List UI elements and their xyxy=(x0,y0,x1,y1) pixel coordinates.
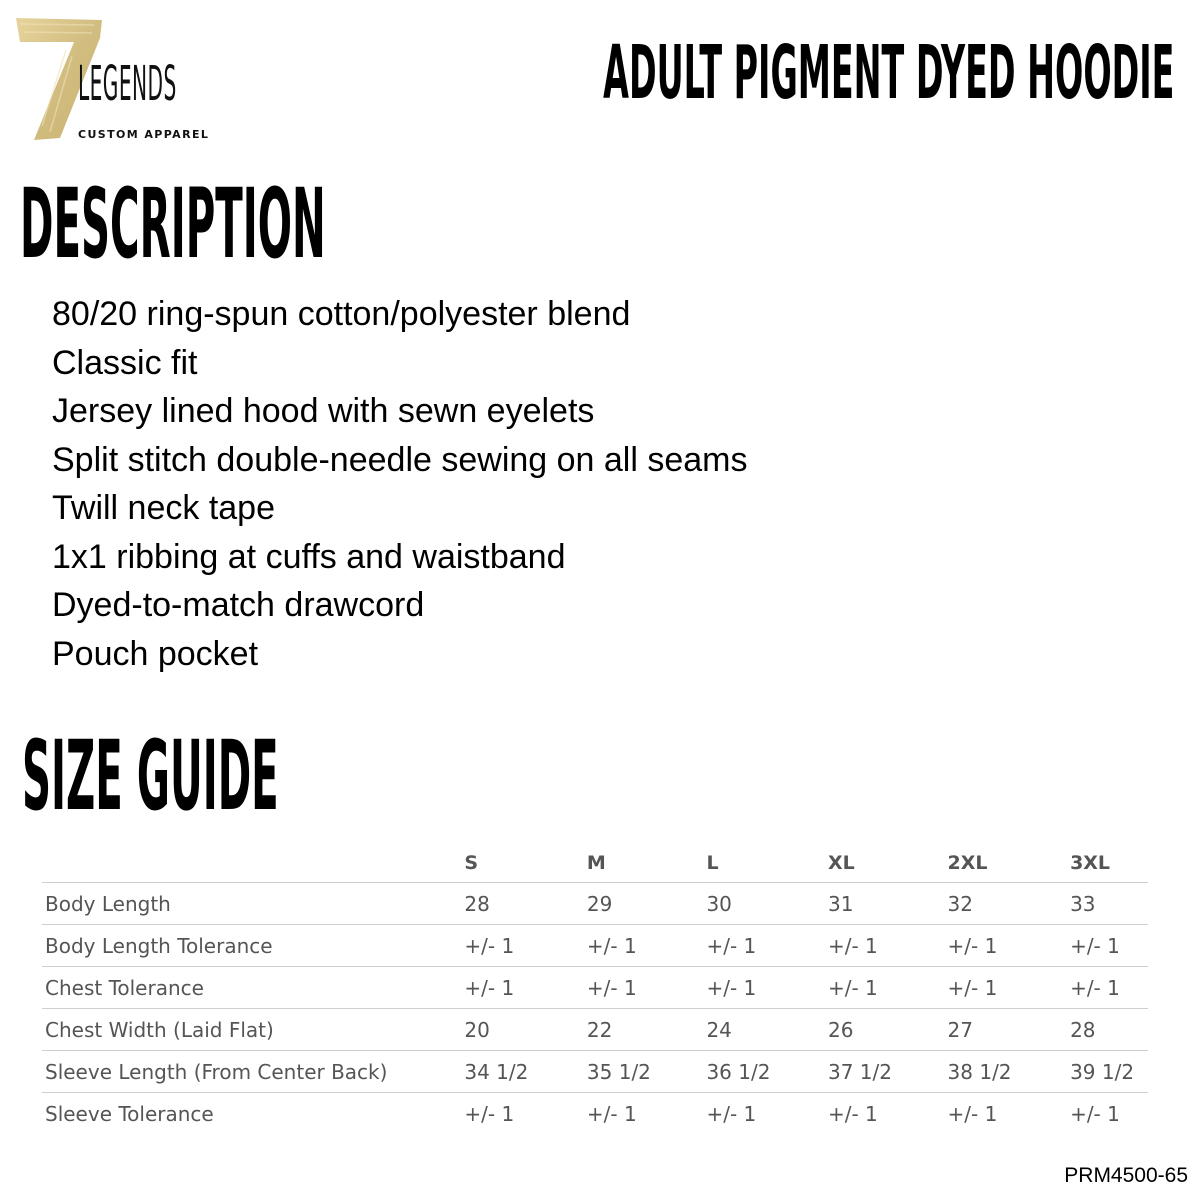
row-label: Body Length xyxy=(42,883,464,925)
table-cell: 31 xyxy=(828,883,948,925)
table-cell: 29 xyxy=(587,883,707,925)
table-cell: +/- 1 xyxy=(1070,967,1148,1009)
brand-name: LEGENDS xyxy=(78,56,177,112)
table-cell: 20 xyxy=(464,1009,587,1051)
row-label: Chest Width (Laid Flat) xyxy=(42,1009,464,1051)
table-cell: +/- 1 xyxy=(948,925,1071,967)
table-cell: 34 1/2 xyxy=(464,1051,587,1093)
list-item: Dyed-to-match drawcord xyxy=(52,586,425,624)
table-cell: 22 xyxy=(587,1009,707,1051)
table-cell: +/- 1 xyxy=(464,967,587,1009)
table-cell: +/- 1 xyxy=(828,925,948,967)
table-row xyxy=(42,883,1148,925)
table-cell: +/- 1 xyxy=(464,925,587,967)
table-header-row xyxy=(42,844,1148,883)
list-item: Jersey lined hood with sewn eyelets xyxy=(52,392,595,430)
table-cell: +/- 1 xyxy=(1070,925,1148,967)
table-cell: +/- 1 xyxy=(706,925,828,967)
table-row xyxy=(42,1009,1148,1051)
row-label: Chest Tolerance xyxy=(42,967,464,1009)
size-guide-table xyxy=(42,844,1148,1134)
list-item: 1x1 ribbing at cuffs and waistband xyxy=(52,537,566,576)
list-item: Split stitch double-needle sewing on all seams xyxy=(52,440,748,479)
table-cell: 28 xyxy=(1070,1009,1148,1051)
list-item: Classic fit xyxy=(52,343,198,382)
list-item: 80/20 ring-spun cotton/polyester blend xyxy=(52,295,631,333)
header-size-s: S xyxy=(464,844,587,883)
table-cell: +/- 1 xyxy=(947,1101,998,1126)
table-cell: 36 1/2 xyxy=(706,1051,828,1093)
description-heading: DESCRIPTION xyxy=(20,168,326,280)
table-cell: +/- 1 xyxy=(1070,1101,1120,1126)
table-cell: 38 1/2 xyxy=(948,1051,1071,1093)
table-cell: 30 xyxy=(706,883,828,925)
row-label: Sleeve Length (From Center Back) xyxy=(42,1051,464,1093)
table-cell: +/- 1 xyxy=(706,1101,757,1126)
table-cell: +/- 1 xyxy=(706,967,828,1009)
brand-tagline: CUSTOM APPAREL xyxy=(78,128,210,141)
row-label: Body Length Tolerance xyxy=(42,925,464,967)
table-cell: +/- 1 xyxy=(827,1101,878,1126)
product-title: ADULT PIGMENT DYED HOODIE xyxy=(602,30,1174,116)
table-row xyxy=(42,925,1148,967)
list-item: Twill neck tape xyxy=(52,489,275,527)
table-cell: +/- 1 xyxy=(587,925,707,967)
table-cell: 37 1/2 xyxy=(828,1051,948,1093)
table-cell: 27 xyxy=(948,1009,1071,1051)
table-cell: 26 xyxy=(828,1009,948,1051)
table-row xyxy=(42,1051,1148,1093)
description-list xyxy=(52,290,748,678)
table-cell: 28 xyxy=(464,883,587,925)
table-cell: +/- 1 xyxy=(464,1101,515,1126)
table-cell: 39 1/2 xyxy=(1070,1051,1148,1093)
brand-logo xyxy=(14,16,210,142)
table-cell: 24 xyxy=(706,1009,828,1051)
list-item: Pouch pocket xyxy=(52,634,259,673)
table-cell: +/- 1 xyxy=(948,967,1071,1009)
table-cell: 32 xyxy=(948,883,1071,925)
table-cell: +/- 1 xyxy=(587,967,707,1009)
header-size-2xl: 2XL xyxy=(948,844,1071,883)
table-row xyxy=(42,1093,1148,1135)
row-label: Sleeve Tolerance xyxy=(45,1101,214,1126)
header-label-cell xyxy=(42,844,464,883)
table-cell: +/- 1 xyxy=(586,1101,637,1126)
header-size-l: L xyxy=(706,844,828,883)
header-size-xl: XL xyxy=(828,844,948,883)
product-code: PRM4500-65 xyxy=(1064,1164,1188,1187)
size-guide-heading: SIZE GUIDE xyxy=(22,720,279,832)
header-size-3xl: 3XL xyxy=(1070,844,1148,883)
table-cell: 33 xyxy=(1070,883,1148,925)
table-cell: 35 1/2 xyxy=(587,1051,707,1093)
table-row xyxy=(42,967,1148,1009)
header-size-m: M xyxy=(587,844,707,883)
table-cell: +/- 1 xyxy=(828,967,948,1009)
